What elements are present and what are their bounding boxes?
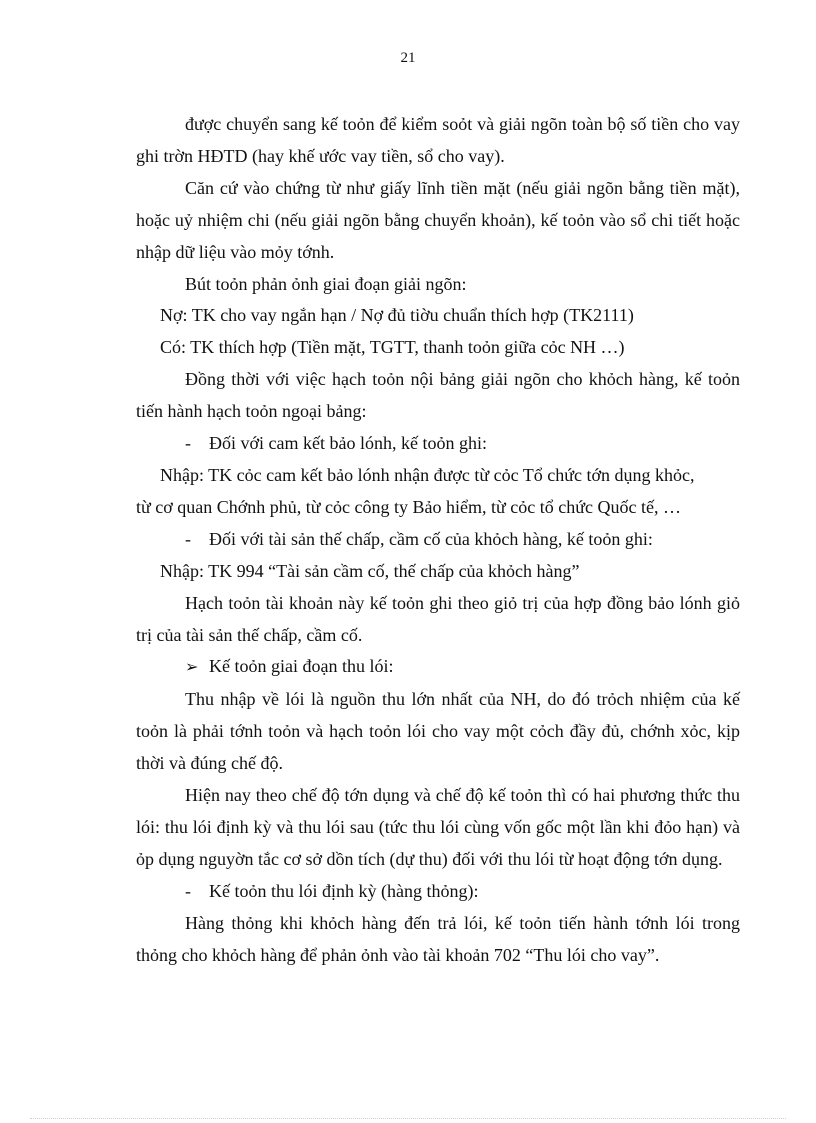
section-heading-interest [136,651,740,684]
paragraph-voucher: Căn cứ vào chứng từ như giấy lĩnh tiền mặt (nếu giải ngõn bằng tiền mặt), hoặc uỷ nhiệm chi (nếu giải ngõn bằng chuyển khoản), kế toỏn vào sổ chi tiết hoặc nhập dữ liệu vào mỏy tớnh. [136,177,740,262]
debit-entry: Nợ: TK cho vay ngắn hạn / Nợ đủ tiờu chuẩn thích hợp (TK2111) [160,305,634,326]
dash-bullet: - [185,880,191,901]
paragraph-continuation [136,109,740,173]
paragraph-text: cho vay ghi trờn HĐTD (hay khế ước vay tiền, sổ cho vay). [136,114,740,166]
entry-guarantee-line1: Nhập: TK cỏc cam kết bảo lónh nhận được từ cỏc Tổ chức tớn dụng khỏc, [160,464,695,485]
page-number: 21 [400,50,416,66]
paragraph-interest-income: Thu nhập về lói là nguồn thu lớn nhất của NH, do đó trỏch nhiệm của kế toỏn là phải tớnh toỏn và hạch toỏn lói cho vay một cỏch đầy đủ, chớnh xỏc, kịp thời và đúng chế độ. [136,689,740,774]
paragraph-interest-methods: Hiện nay theo chế độ tớn dụng và chế độ kế toỏn thì có hai phương thức thu lói: thu lói định kỳ và thu lói sau (tức thu lói cùng vốn gốc một lần khi đỏo hạn) và ỏp dụng nguyờn tắc cơ sở dồn tích (dự thu) đối với thu lói từ hoạt động tớn dụng. [136,785,740,869]
paragraph-accounting-value: Hạch toỏn tài khoản này kế toỏn ghi theo giỏ trị của hợp đồng bảo lónh giỏ trị của tài sản thế chấp, cầm cố. [136,592,740,645]
paragraph-off-balance: Đồng thời với việc hạch toỏn nội bảng giải ngõn cho khỏch hàng, kế toỏn tiến hành hạch toỏn ngoại bảng: [136,369,740,422]
entry-collateral: Nhập: TK 994 “Tài sản cầm cố, thế chấp của khỏch hàng” [160,560,580,581]
dash-item-collateral [136,524,740,556]
dash-item-periodic [136,876,740,908]
arrowhead-bullet-icon: ➢ [185,659,199,677]
dash-bullet: - [185,433,191,454]
paragraph-monthly-interest: Hàng thỏng khi khỏch hàng đến trả lói, kế toỏn tiến hành tớnh lói trong thỏng cho khỏch hàng để phản ỏnh vào tài khoản 702 “Thu lói cho vay”. [136,912,740,965]
entry-guarantee-line2: từ cơ quan Chớnh phủ, từ cỏc công ty Bảo hiểm, từ cỏc tổ chức Quốc tế, … [136,496,681,517]
paragraph-entry-heading: Bút toỏn phản ỏnh giai đoạn giải ngõn: [185,273,467,294]
dash-item-text: Kế toỏn thu lói định kỳ (hàng thỏng): [209,880,479,901]
credit-entry: Có: TK thích hợp (Tiền mặt, TGTT, thanh toỏn giữa cỏc NH …) [160,337,625,358]
dash-item-text: Đối với cam kết bảo lónh, kế toỏn ghi: [209,433,487,454]
paragraph-text: được chuyển sang kế toỏn để kiểm soỏt và giải ngõn toàn bộ số tiền [185,114,679,134]
dash-item-text: Đối với tài sản thế chấp, cầm cố của khỏch hàng, kế toỏn ghi: [209,528,653,549]
dash-item-guarantee [136,428,740,460]
dash-bullet: - [185,528,191,549]
document-body [136,109,740,971]
page-bottom-divider [30,1118,786,1119]
section-heading-text: Kế toỏn giai đoạn thu lói: [209,656,394,677]
